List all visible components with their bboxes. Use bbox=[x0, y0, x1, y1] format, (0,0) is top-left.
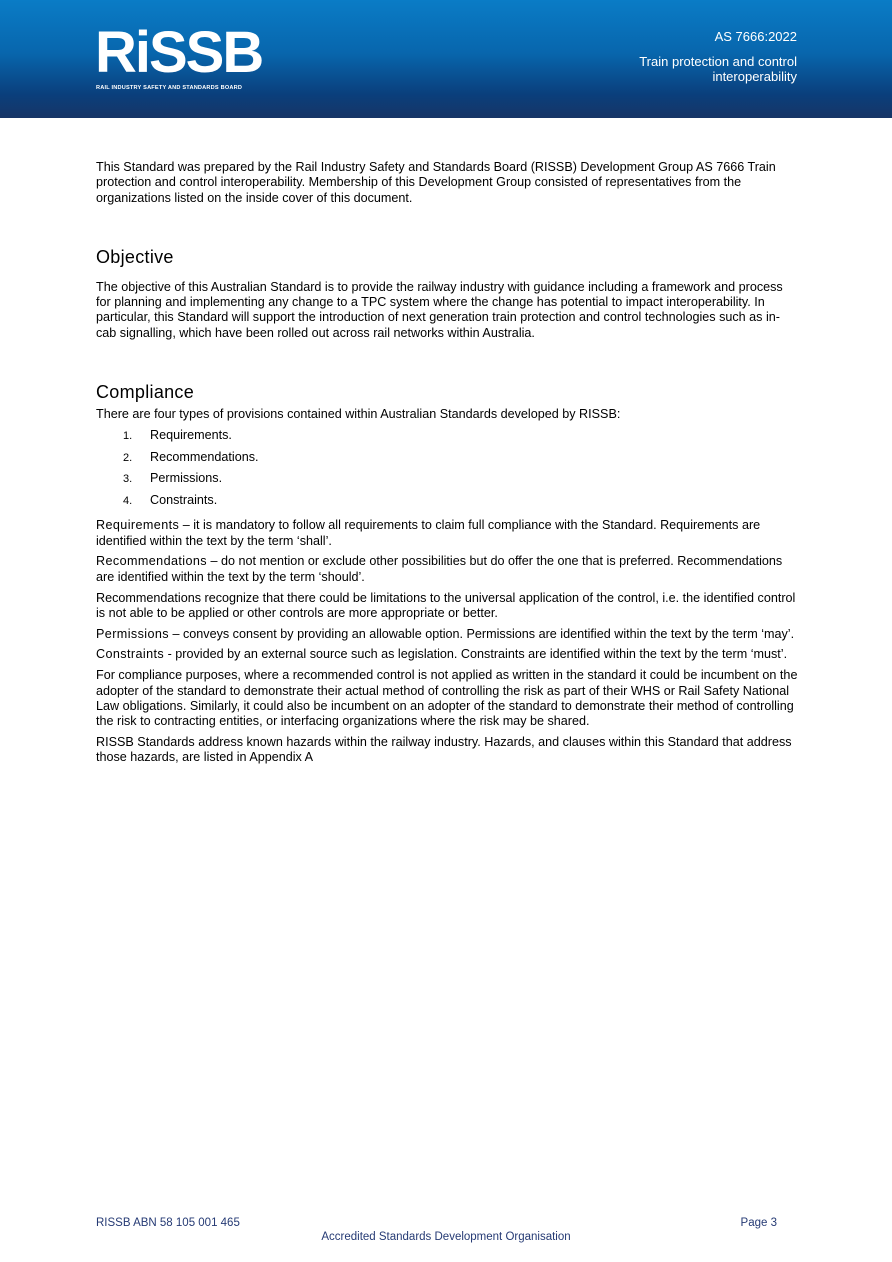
list-text: Constraints. bbox=[150, 492, 218, 507]
hazards-paragraph: RISSB Standards address known hazards within the railway industry. Hazards, and clauses within this Standard that address those hazards, are listed in Appendix A bbox=[96, 734, 792, 765]
list-text: Recommendations. bbox=[150, 449, 259, 464]
document-code: AS 7666:2022 bbox=[714, 29, 797, 44]
logo-wordmark: RiSSB bbox=[95, 20, 263, 85]
objective-heading: Objective bbox=[96, 246, 174, 267]
list-item bbox=[96, 493, 798, 515]
list-number: 4. bbox=[123, 494, 133, 507]
logo-tagline: RAIL INDUSTRY SAFETY AND STANDARDS BOARD bbox=[96, 85, 243, 91]
rissb-logo bbox=[95, 20, 265, 96]
requirements-term: Requirements bbox=[96, 518, 180, 533]
list-item bbox=[96, 471, 798, 493]
recommendations-paragraph bbox=[96, 554, 798, 585]
requirements-paragraph bbox=[96, 518, 798, 549]
constraints-text: - provided by an external source such as legislation. Constraints are identified within the text by the term ‘must’. bbox=[164, 647, 788, 662]
constraints-term: Constraints bbox=[96, 647, 165, 662]
permissions-text: – conveys consent by providing an allowable option. Permissions are identified within the text by the term ‘may’. bbox=[168, 626, 795, 641]
provision-types-list bbox=[96, 428, 798, 514]
intro-paragraph: This Standard was prepared by the Rail Industry Safety and Standards Board (RISSB) Development Group AS 7666 Train protection and control interoperability. Membership of this Development Group consisted of representatives from the organizations listed on the inside cover of this document. bbox=[96, 160, 776, 205]
page-content bbox=[96, 160, 798, 771]
list-item bbox=[96, 428, 798, 450]
permissions-term: Permissions bbox=[96, 626, 169, 641]
constraints-paragraph bbox=[96, 647, 798, 662]
list-number: 3. bbox=[123, 473, 133, 486]
footer-accreditation: Accredited Standards Development Organisation bbox=[321, 1231, 571, 1243]
compliance-purposes-paragraph: For compliance purposes, where a recommended control is not applied as written in the standard it could be incumbent on the adopter of the standard to demonstrate their actual method of controlling the risk as part of their WHS or Rail Safety National Law obligations. Similarly, it could also be incumbent on an adopter of the standard to demonstrate their method of controlling the risk to contracting entities, or interfacing organizations where the risk may be shared. bbox=[96, 668, 798, 729]
requirements-text: – it is mandatory to follow all requirements to claim full compliance with the Standard. Requirements are identified within the text by the term ‘shall’. bbox=[96, 518, 761, 548]
document-title: Train protection and control interoperability bbox=[639, 54, 797, 84]
footer-abn: RISSB ABN 58 105 001 465 bbox=[96, 1217, 240, 1229]
recommendations-note: Recommendations recognize that there could be limitations to the universal application of the control, i.e. the identified control is not able to be applied or other controls are more appropriate or better. bbox=[96, 590, 796, 620]
objective-paragraph: The objective of this Australian Standard is to provide the railway industry with guidance including a framework and process for planning and implementing any change to a TPC system where the change has potential to impact interoperability. In particular, this Standard will support the introduction of next generation train protection and control technologies such as in-cab signalling, which have been rolled out across rail networks within Australia. bbox=[96, 279, 783, 340]
recommendations-term: Recommendations bbox=[96, 554, 207, 569]
page-header bbox=[0, 0, 892, 118]
list-item bbox=[96, 450, 798, 472]
list-number: 2. bbox=[123, 451, 133, 464]
list-number: 1. bbox=[123, 430, 133, 443]
list-text: Permissions. bbox=[150, 471, 223, 486]
recommendations-text: – do not mention or exclude other possibilities but do offer the one that is preferred. Recommendations are identified within the text by the term ‘should’. bbox=[96, 554, 783, 584]
list-text: Requirements. bbox=[150, 428, 232, 443]
compliance-heading: Compliance bbox=[96, 382, 195, 403]
permissions-paragraph bbox=[96, 627, 798, 642]
compliance-intro: There are four types of provisions contained within Australian Standards developed by RISSB: bbox=[96, 407, 621, 422]
footer-page-number: Page 3 bbox=[740, 1217, 777, 1229]
